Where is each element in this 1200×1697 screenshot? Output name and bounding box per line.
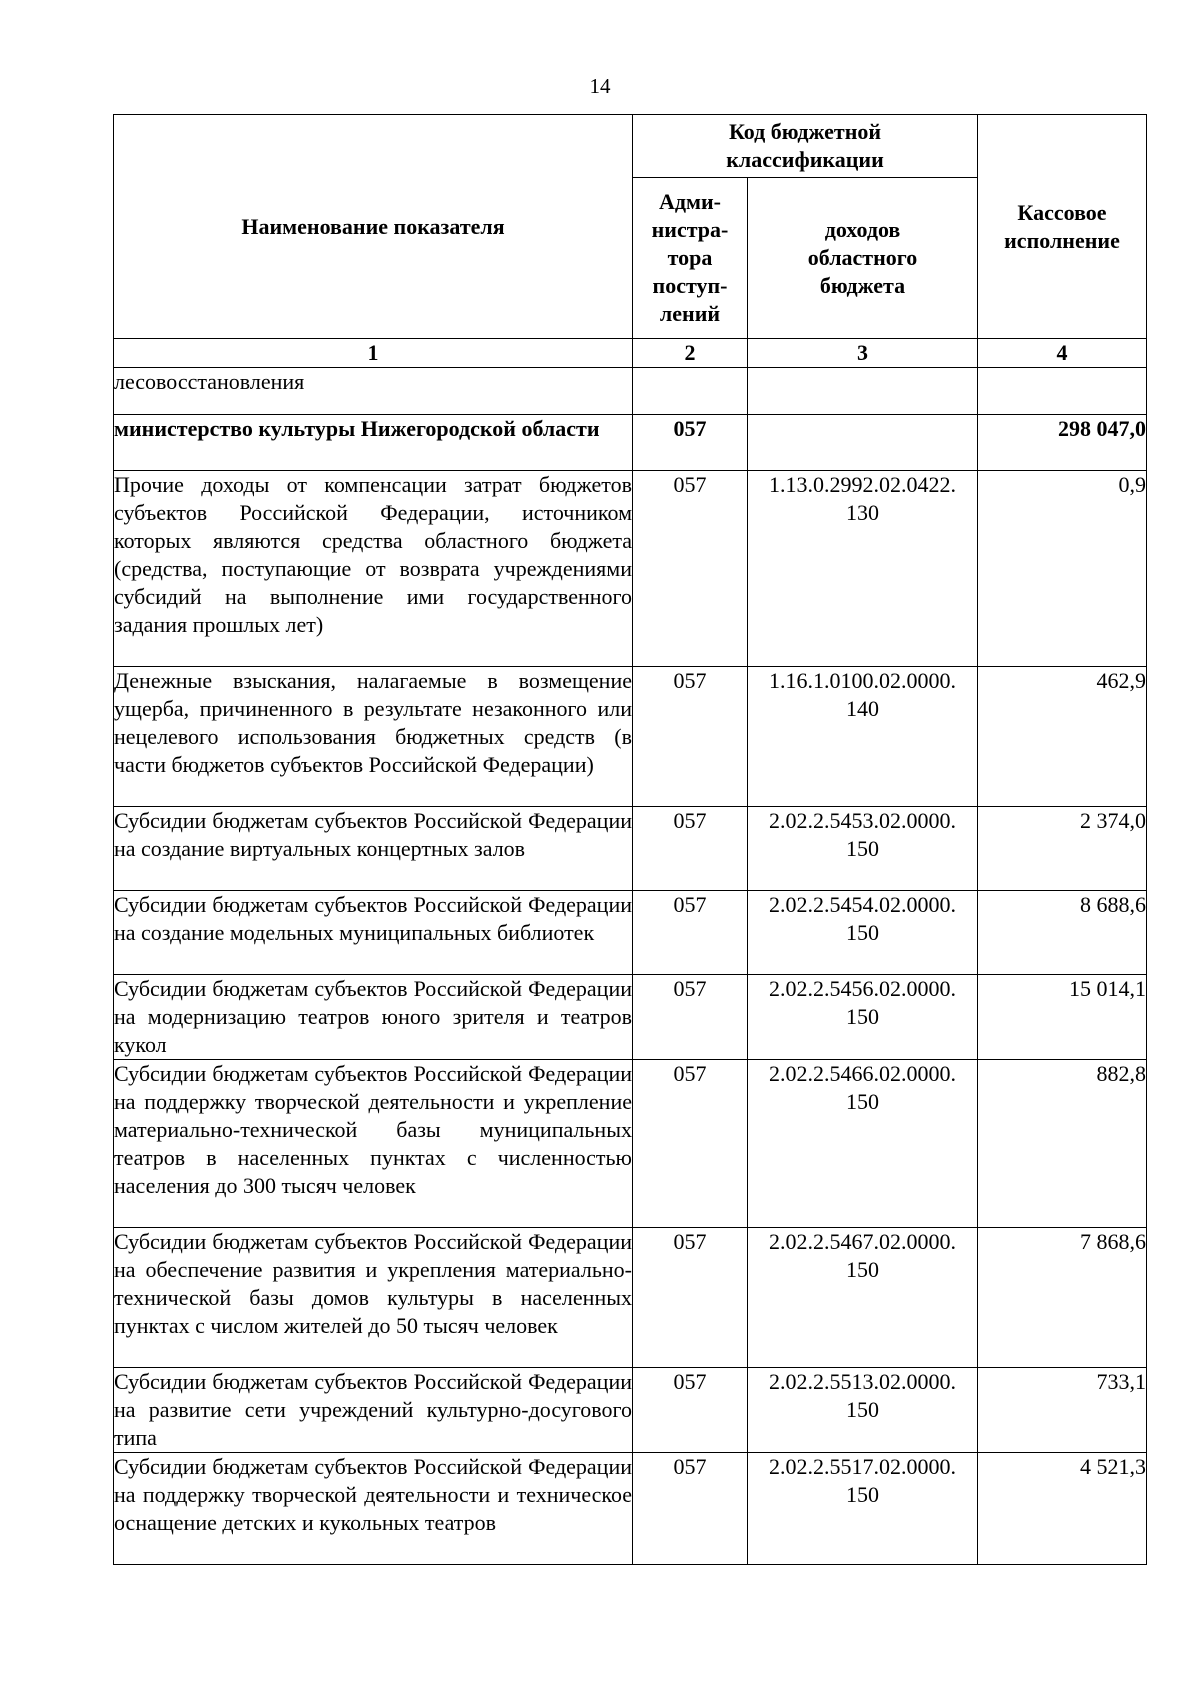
page-number: 14 xyxy=(589,74,611,98)
row-name: Субсидии бюджетам субъектов Российской Федерации на поддержку творческой деятельности и укрепление материально-технической базы муниципальных театров в населенных пунктах с численностью населения до 300 тысяч человек xyxy=(114,1060,633,1228)
column-numbers-row xyxy=(114,339,1147,368)
row-admin-code: 057 xyxy=(633,807,748,891)
row-amount: 0,9 xyxy=(978,471,1147,667)
row-amount: 2 374,0 xyxy=(978,807,1147,891)
row-income-code: 2.02.2.5517.02.0000. 150 xyxy=(748,1453,978,1565)
col-number: 1 xyxy=(114,339,633,368)
header-cash: Кассовое исполнение xyxy=(978,115,1147,339)
row-name: Субсидии бюджетам субъектов Российской Федерации на модернизацию театров юного зрителя и театров кукол xyxy=(114,975,633,1060)
row-income-code: 2.02.2.5467.02.0000. 150 xyxy=(748,1228,978,1368)
header-name: Наименование показателя xyxy=(114,115,633,339)
table-body xyxy=(114,368,1147,1565)
row-name: Субсидии бюджетам субъектов Российской Федерации на поддержку творческой деятельности и техническое оснащение детских и кукольных театров xyxy=(114,1453,633,1565)
table-row xyxy=(114,1453,1147,1565)
col-number: 2 xyxy=(633,339,748,368)
row-name: лесовосстановления xyxy=(114,368,633,415)
row-admin-code: 057 xyxy=(633,667,748,807)
table-row xyxy=(114,807,1147,891)
row-income-code: 2.02.2.5453.02.0000. 150 xyxy=(748,807,978,891)
header-code-group: Код бюджетной классификации xyxy=(633,115,978,178)
row-amount: 7 868,6 xyxy=(978,1228,1147,1368)
row-admin-code: 057 xyxy=(633,975,748,1060)
col-number: 4 xyxy=(978,339,1147,368)
header-income: доходов областного бюджета xyxy=(748,178,978,339)
row-income-code: 2.02.2.5466.02.0000. 150 xyxy=(748,1060,978,1228)
table-row xyxy=(114,891,1147,975)
row-amount: 15 014,1 xyxy=(978,975,1147,1060)
row-amount: 733,1 xyxy=(978,1368,1147,1453)
row-amount: 882,8 xyxy=(978,1060,1147,1228)
table-row xyxy=(114,1368,1147,1453)
row-amount: 4 521,3 xyxy=(978,1453,1147,1565)
row-amount: 298 047,0 xyxy=(978,415,1147,471)
row-income-code: 1.16.1.0100.02.0000. 140 xyxy=(748,667,978,807)
table-header xyxy=(114,115,1147,368)
row-admin-code: 057 xyxy=(633,1453,748,1565)
table-row xyxy=(114,667,1147,807)
table-row xyxy=(114,368,1147,415)
row-income-code xyxy=(748,368,978,415)
row-income-code: 2.02.2.5456.02.0000. 150 xyxy=(748,975,978,1060)
row-income-code: 1.13.0.2992.02.0422. 130 xyxy=(748,471,978,667)
row-income-code: 2.02.2.5454.02.0000. 150 xyxy=(748,891,978,975)
row-name: Денежные взыскания, налагаемые в возмещение ущерба, причиненного в результате незаконного или нецелевого использования бюджетных средств (в части бюджетов субъектов Российской Федерации) xyxy=(114,667,633,807)
table-row xyxy=(114,471,1147,667)
row-admin-code: 057 xyxy=(633,1228,748,1368)
row-name: Субсидии бюджетам субъектов Российской Федерации на создание модельных муниципальных библиотек xyxy=(114,891,633,975)
row-name: Субсидии бюджетам субъектов Российской Федерации на развитие сети учреждений культурно-досугового типа xyxy=(114,1368,633,1453)
table-row xyxy=(114,975,1147,1060)
row-admin-code: 057 xyxy=(633,1060,748,1228)
row-admin-code xyxy=(633,368,748,415)
table-row xyxy=(114,1060,1147,1228)
row-admin-code: 057 xyxy=(633,415,748,471)
row-income-code xyxy=(748,415,978,471)
row-name: Субсидии бюджетам субъектов Российской Федерации на создание виртуальных концертных залов xyxy=(114,807,633,891)
header-admin: Адми- нистра- тора поступ- лений xyxy=(633,178,748,339)
budget-table xyxy=(113,114,1147,1565)
table-row xyxy=(114,415,1147,471)
row-amount: 8 688,6 xyxy=(978,891,1147,975)
row-amount: 462,9 xyxy=(978,667,1147,807)
row-admin-code: 057 xyxy=(633,1368,748,1453)
row-amount xyxy=(978,368,1147,415)
row-name: Прочие доходы от компенсации затрат бюджетов субъектов Российской Федерации, источником которых являются средства областного бюджета (средства, поступающие от возврата учреждениями субсидий на выполнение ими государственного задания прошлых лет) xyxy=(114,471,633,667)
row-name: министерство культуры Нижегородской области xyxy=(114,415,633,471)
row-name: Субсидии бюджетам субъектов Российской Федерации на обеспечение развития и укрепления материально-технической базы домов культуры в населенных пунктах с числом жителей до 50 тысяч человек xyxy=(114,1228,633,1368)
row-admin-code: 057 xyxy=(633,471,748,667)
row-income-code: 2.02.2.5513.02.0000. 150 xyxy=(748,1368,978,1453)
table-row xyxy=(114,1228,1147,1368)
col-number: 3 xyxy=(748,339,978,368)
row-admin-code: 057 xyxy=(633,891,748,975)
